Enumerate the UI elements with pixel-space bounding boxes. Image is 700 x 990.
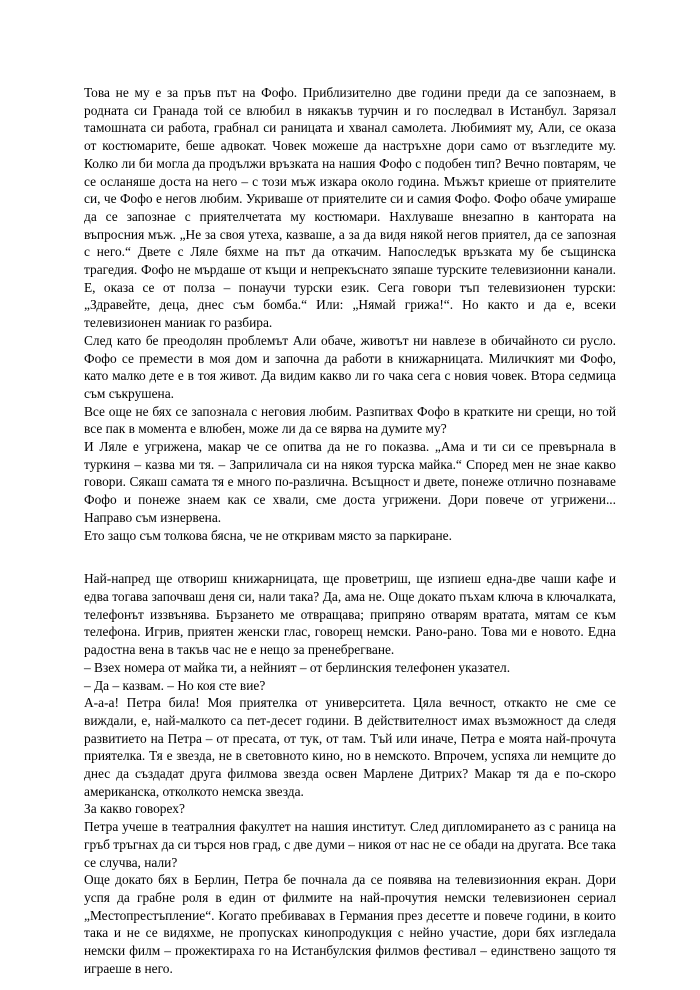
paragraph: За какво говорех?	[84, 801, 185, 817]
paragraph: Още докато бях в Берлин, Петра бе почнала да се появява на телевизионния екран. Дори успя да грабне роля в един от филмите на най-прочутия немски телевизионен сериал „Местопрестъпление“. Когато пребивавах в Германия през десетте и повече години, в които така и не се видяхме, не пропусках кинопродукция с нейно участие, дори бях изгледала немски филм – прожектираха го на Истанбулския филмов фестивал – единствено защото тя играеше в него.	[84, 872, 616, 976]
paragraph: А-а-а! Петра била! Моя приятелка от университета. Цяла вечност, откакто не сме се виждали, е, най-малкото са пет-десет години. В действителност имах възможност да следя развитието на Петра – от пресата, от тук, от там. Тъй или иначе, Петра е моята най-прочута приятелка. Тя е звезда, не в световното кино, но в немското. Впрочем, успяха ли немците до днес да създадат друга филмова звезда освен Марлене Дитрих? Макар тя да е по-скоро американска, отколкото немска звезда.	[84, 695, 616, 799]
paragraph: След като бе преодолян проблемът Али обаче, животът ни навлезе в обичайното си русло. Фофо се премести в моя дом и започна да работи в книжарницата. Миличкият ми Фофо, като малко дете е в тоя живот. Да видим какво ли го чака сега с новия човек. Втора седмица съм съкрушена.	[84, 332, 616, 401]
paragraph: Ето защо съм толкова бясна, че не откривам място за паркиране.	[84, 527, 452, 543]
dialogue-line: – Да – казвам. – Но коя сте вие?	[84, 677, 266, 693]
document-page	[84, 84, 616, 977]
section-break	[84, 544, 616, 570]
paragraph: Петра учеше в театралния факултет на нашия институт. След дипломирането аз с раница на гръб тръгнах да си търся нов град, с две думи – никоя от нас не се обади на другата. Все така се случва, нали?	[84, 819, 616, 870]
paragraph: И Ляле е угрижена, макар че се опитва да не го показва. „Ама и ти си се превърнала в туркиня – казва ми тя. – Заприличала си на някоя турска майка.“ Според мен не знае какво говори. Сякаш самата тя е много по-различна. Всъщност и двете, понеже отлично познаваме Фофо и понеже знаем как се хвали, сме доста угрижени. Дори повече от угрижени... Направо съм изнервена.	[84, 439, 616, 525]
paragraph: Това не му е за пръв път на Фофо. Приблизително две години преди да се запознаем, в родната си Гранада той се влюбил в някакъв турчин и го последвал в Истанбул. Зарязал тамошната си работа, грабнал си раницата и хванал самолета. Любимият му, Али, се оказа от костюмарите, беше адвокат. Човек можеше да настръхне дори само от възгледите му. Колко ли би могла да продължи връзката на нашия Фофо с подобен тип? Вечно повтарям, че се осланяше доста на него – с този мъж изкара около година. Мъжът криеше от приятелите си, че Фофо е негов любим. Укриваше от приятелите си и самия Фофо. Фофо обаче умираше да се запознае с приятелчетата му костюмари. Нахлуваше внезапно в кантората на въпросния мъж. „Не за своя утеха, казваше, а за да видя някой негов приятел, да се запозная с него.“ Двете с Ляле бяхме на път да откачим. Напоследък връзката му бе същинска трагедия. Фофо не мърдаше от къщи и непрекъснато зяпаше турските телевизионни канали. Е, оказа се от полза – понаучи турски език. Сега говори тъп телевизионен турски: „Здравейте, деца, днес съм бомба.“ Или: „Нямай грижа!“. Но както и да е, всеки телевизионен маниак го разбира.	[84, 85, 616, 331]
paragraph: Най-напред ще отвориш книжарницата, ще проветриш, ще изпиеш една-две чаши кафе и едва тогава започваш деня си, нали така? Да, ама не. Още докато пъхам ключа в ключалката, телефонът иззвънява. Бързането ме отвращава; припряно отварям вратата, мятам се към телефона. Игрив, приятен женски глас, говорещ немски. Рано-рано. Това ми е новото. Една радостна вена в такъв час не е нещо за пренебрегване.	[84, 571, 616, 658]
dialogue-line: – Взех номера от майка ти, а нейният – от берлинския телефонен указател.	[84, 659, 511, 675]
paragraph: Все още не бях се запознала с неговия любим. Разпитвах Фофо в кратките ни срещи, но той все пак в момента е влюбен, може ли да се вярва на думите му?	[84, 403, 616, 437]
